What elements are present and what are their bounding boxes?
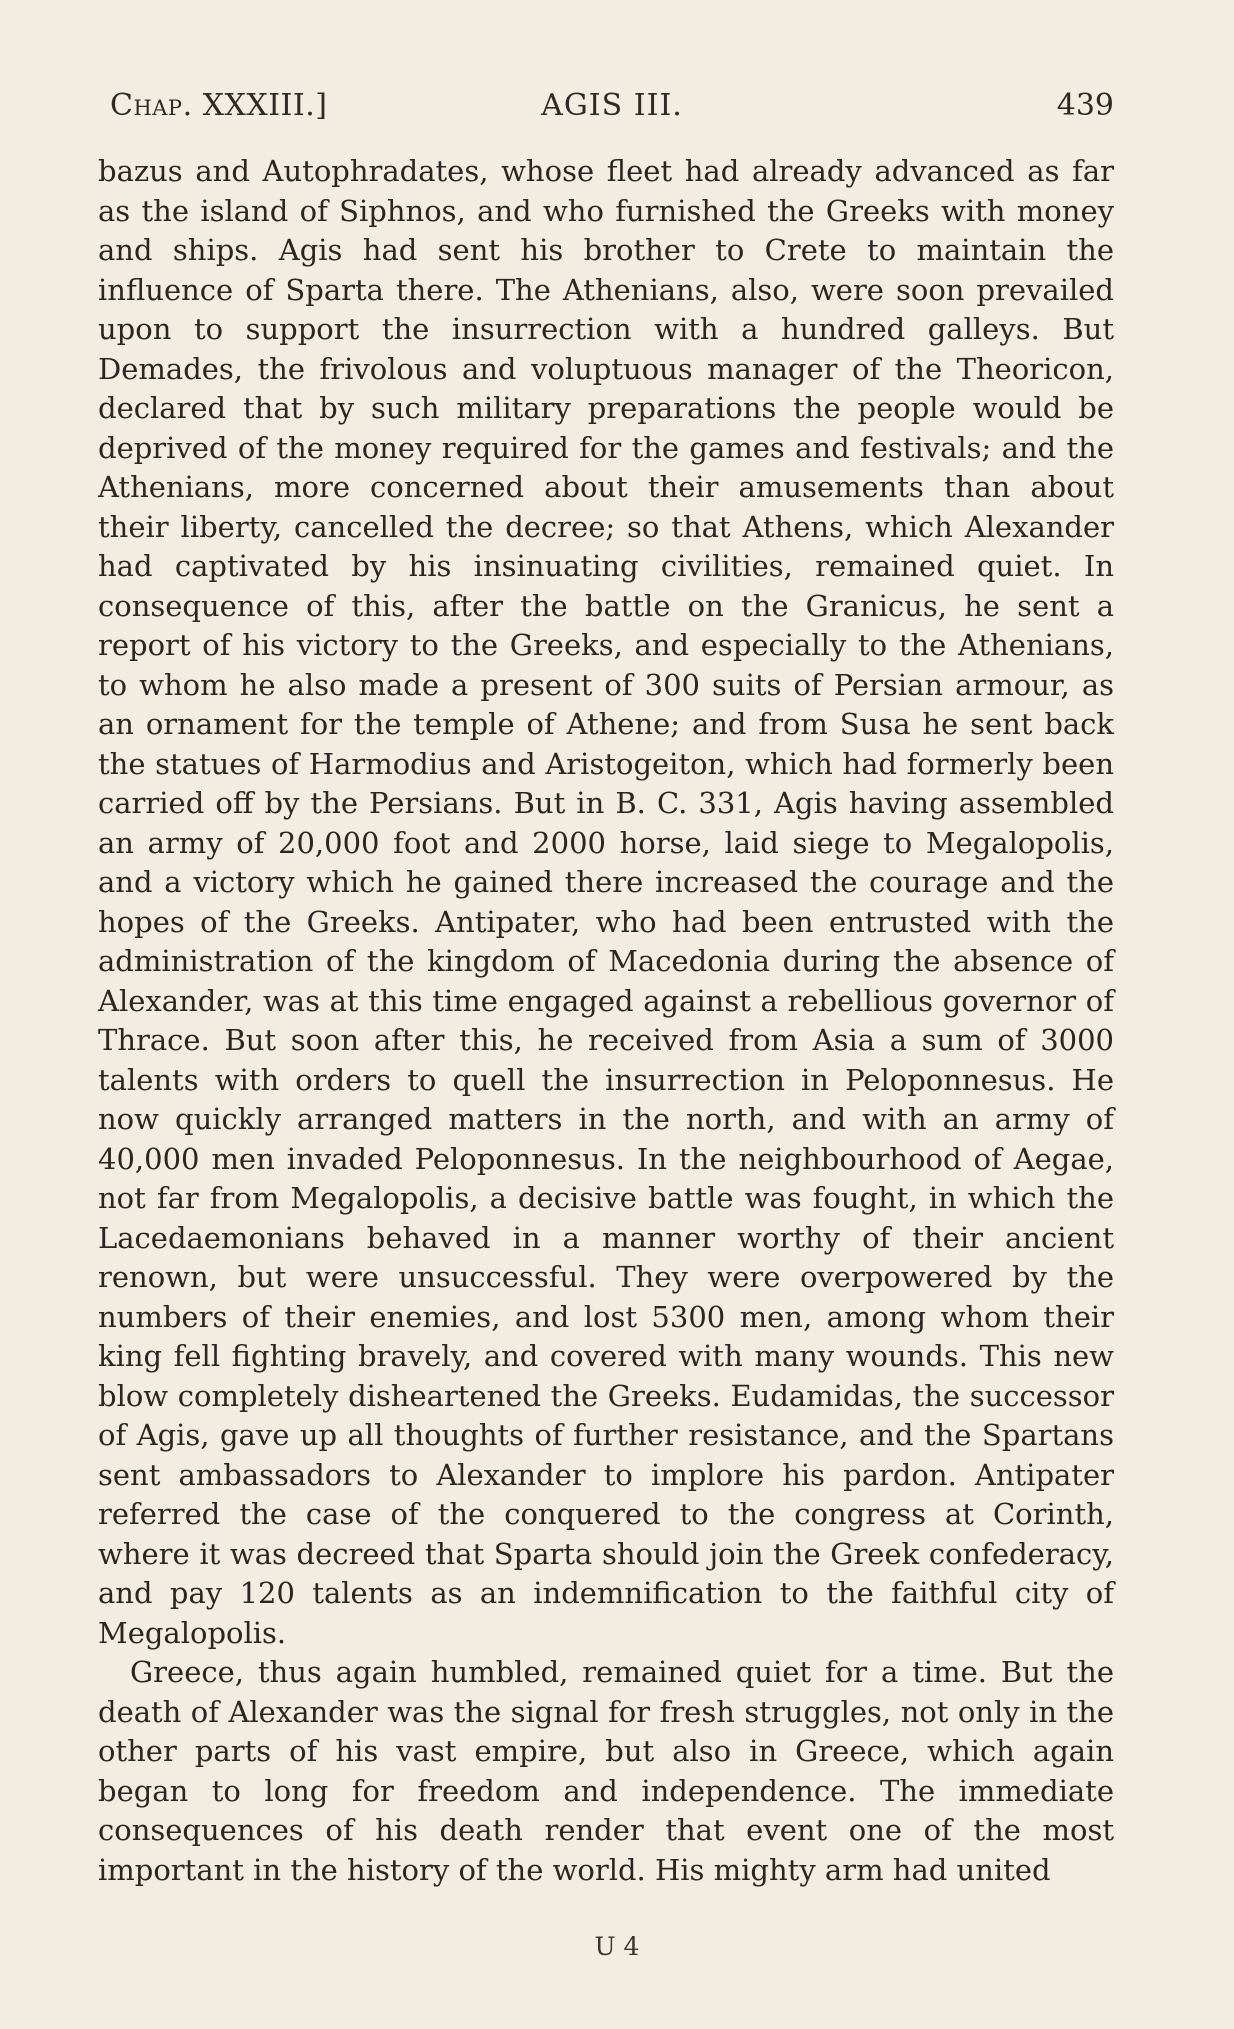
page-number: 439: [1056, 88, 1114, 123]
paragraph-continued: bazus and Autophradates, whose fleet had already advanced as far as the island of Siphnos, and who furnished the Greeks with money and ships. Agis had sent his brother to Crete to maintain the influence of Sparta there. The Athenians, also, were soon prevailed upon to support the insurrection with a hundred galleys. But Demades, the frivolous and voluptuous manager of the Theoricon, declared that by such military preparations the people would be deprived of the money required for the games and festivals; and the Athenians, more concerned about their amusements than about their liberty, cancelled the decree; so that Athens, which Alexander had captivated by his insinuating civilities, remained quiet. In consequence of this, after the battle on the Granicus, he sent a report of his victory to the Greeks, and especially to the Athenians, to whom he also made a present of 300 suits of Persian armour, as an ornament for the temple of Athene; and from Susa he sent back the statues of Harmodius and Aristogeiton, which had formerly been carried off by the Persians. But in B. C. 331, Agis having assembled an army of 20,000 foot and 2000 horse, laid siege to Megalopolis, and a victory which he gained there increased the courage and the hopes of the Greeks. Antipater, who had been entrusted with the administration of the kingdom of Macedonia during the absence of Alexander, was at this time engaged against a rebellious governor of Thrace. But soon after this, he received from Asia a sum of 3000 talents with orders to quell the insurrection in Peloponnesus. He now quickly arranged matters in the north, and with an army of 40,000 men invaded Peloponnesus. In the neighbourhood of Aegae, not far from Megalopolis, a decisive battle was fought, in which the Lacedaemonians behaved in a manner worthy of their ancient renown, but were unsuccessful. They were overpowered by the numbers of their enemies, and lost 5300 men, among whom their king fell fighting bravely, and covered with many wounds. This new blow completely disheartened the Greeks. Eudamidas, the successor of Agis, gave up all thoughts of further resistance, and the Spartans sent ambassadors to Alexander to implore his pardon. Antipater referred the case of the conquered to the congress at Corinth, where it was decreed that Sparta should join the Greek confederacy, and pay 120 talents as an indemnification to the faithful city of Megalopolis.: [98, 154, 1114, 1650]
running-head: [110, 86, 1114, 126]
page-title: AGIS III.: [541, 88, 683, 123]
paragraph: Greece, thus again humbled, remained quiet for a time. But the death of Alexander was the signal for fresh struggles, not only in the other parts of his vast empire, but also in Greece, which again began to long for freedom and independence. The immediate consequences of his death render that event one of the most important in the history of the world. His mighty arm had united: [98, 1655, 1114, 1887]
chapter-heading: Chap. XXXIII.]: [110, 88, 328, 123]
body-text: [98, 152, 1114, 1890]
signature-mark: U 4: [594, 1932, 640, 1961]
